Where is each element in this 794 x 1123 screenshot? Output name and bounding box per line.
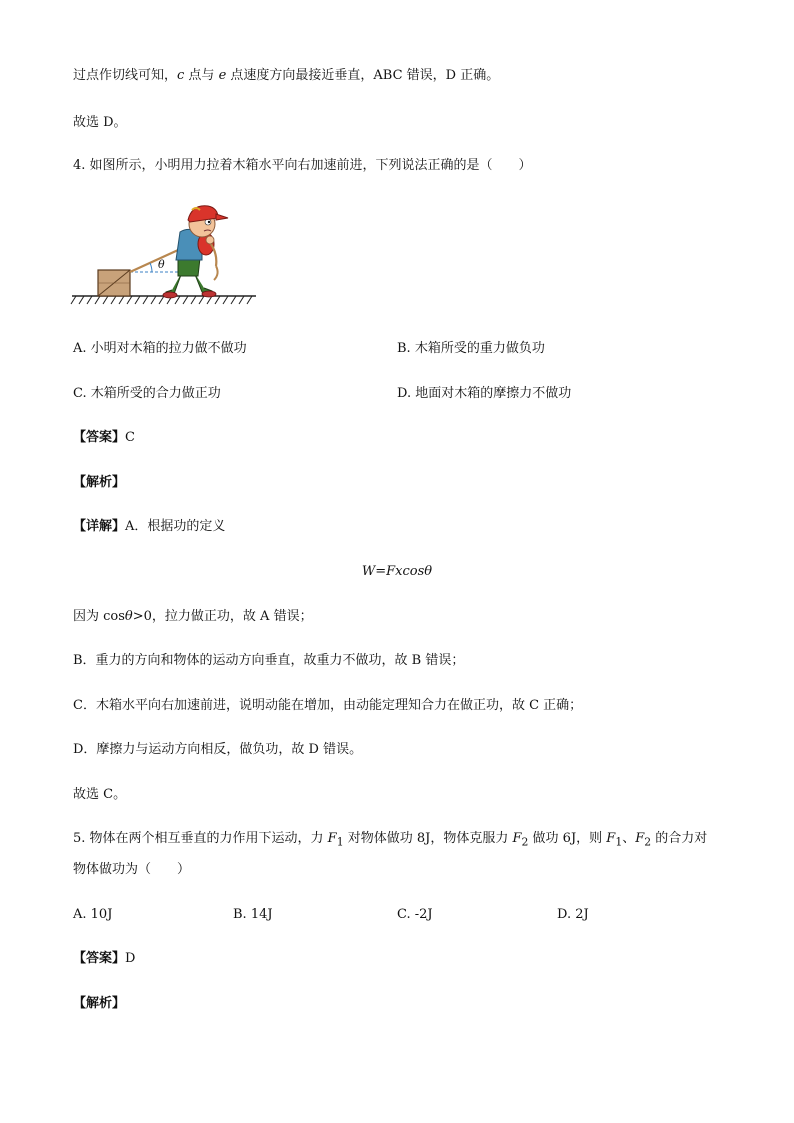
- choose-d-line: 故选 D。: [73, 115, 127, 130]
- var-F2: F: [512, 831, 522, 846]
- angle-arc: [150, 263, 152, 272]
- detail-line: [73, 518, 225, 536]
- answer-value: C: [125, 430, 135, 445]
- subscript: 1: [615, 835, 623, 849]
- theta-label: θ: [158, 258, 165, 271]
- text-seg: 、: [622, 831, 636, 846]
- detail-label: 【详解】: [73, 519, 126, 534]
- var-F1: F: [606, 831, 616, 846]
- var-theta: θ: [124, 609, 133, 624]
- reason-d: D．摩擦力与运动方向相反，做负功，故 D 错误。: [73, 742, 363, 757]
- text-seg: 点速度方向最接近垂直，ABC 错误，D 正确。: [226, 68, 500, 83]
- reason-a: [73, 608, 313, 626]
- answer-label: 【答案】: [73, 951, 126, 966]
- text-seg: 因为 cos: [73, 609, 125, 624]
- wooden-box: [98, 270, 130, 296]
- text-seg: 做功 6J，则: [528, 831, 607, 846]
- q5-option-c: C. -2J: [397, 907, 433, 922]
- text-seg: 对物体做功 8J，物体克服力: [343, 831, 513, 846]
- question-5-line-1: [73, 830, 707, 852]
- question-5-line-2: 物体做功为（ ）: [73, 862, 191, 877]
- work-formula: W=Fxcosθ: [361, 564, 433, 579]
- ground-hatch: [71, 296, 252, 304]
- q4-option-b: B. 木箱所受的重力做负功: [397, 341, 545, 356]
- choose-c-line: 故选 C。: [73, 787, 127, 802]
- analysis-label: 【解析】: [73, 475, 126, 490]
- text-seg: 过点作切线可知，: [73, 68, 178, 83]
- q4-option-c: C. 木箱所受的合力做正功: [73, 386, 221, 401]
- question-4-figure: [70, 200, 260, 312]
- q5-option-d: D. 2J: [557, 907, 589, 922]
- reason-c: C．木箱水平向右加速前进，说明动能在增加，由动能定理知合力在做正功，故 C 正确；: [73, 698, 583, 713]
- text-line-1: [73, 67, 499, 85]
- text-seg: 点与: [184, 68, 219, 83]
- var-c: c: [177, 68, 185, 83]
- q5-option-a: A. 10J: [73, 907, 113, 922]
- text-seg: 的合力对: [651, 831, 708, 846]
- subscript: 2: [644, 835, 652, 849]
- detail-text: A．根据功的定义: [125, 519, 226, 534]
- answer-label: 【答案】: [73, 430, 126, 445]
- subscript: 1: [336, 835, 344, 849]
- answer-4: [73, 429, 135, 447]
- question-4: 4. 如图所示，小明用力拉着木箱水平向右加速前进，下列说法正确的是（ ）: [73, 158, 532, 173]
- var-e: e: [218, 68, 227, 83]
- pulling-box-illustration: [70, 200, 260, 312]
- q5-option-b: B. 14J: [233, 907, 273, 922]
- text-seg: 5. 物体在两个相互垂直的力作用下运动，力: [73, 831, 328, 846]
- var-F1: F: [327, 831, 337, 846]
- var-F2: F: [635, 831, 645, 846]
- subscript: 2: [521, 835, 529, 849]
- reason-b: B．重力的方向和物体的运动方向垂直，故重力不做功，故 B 错误；: [73, 653, 465, 668]
- answer-5: [73, 950, 135, 968]
- text-seg: >0，拉力做正功，故 A 错误；: [132, 609, 313, 624]
- q4-option-d: D. 地面对木箱的摩擦力不做功: [397, 386, 572, 401]
- answer-value: D: [125, 951, 136, 966]
- q4-option-a: A. 小明对木箱的拉力做不做功: [73, 341, 247, 356]
- analysis-label-5: 【解析】: [73, 996, 126, 1011]
